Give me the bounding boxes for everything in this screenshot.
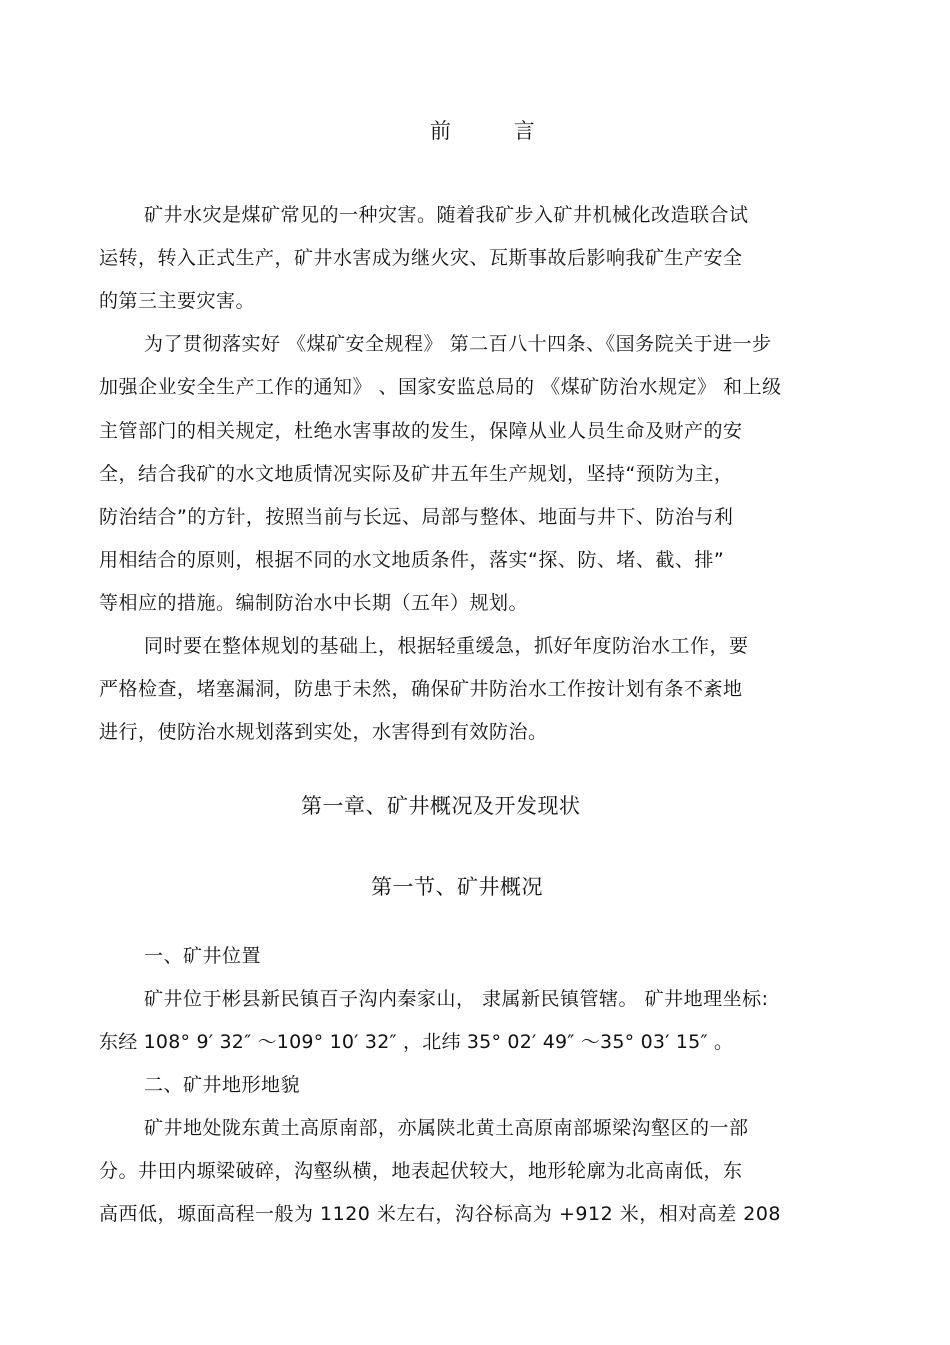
section-heading: 第一节、矿井概况 [371,875,543,899]
preface-p2-line-2: 加强企业安全生产工作的通知》 、国家安监总局的 《煤矿防治水规定》 和上级 [99,376,782,398]
preface-p3-line-1: 同时要在整体规划的基础上，根据轻重缓急，抓好年度防治水工作，要 [144,635,749,657]
item1-line-2: 东经 108° 9′ 32″ ～109° 10′ 32″ ，北纬 35° 02′ 49″ ～35° 03′ 15″ 。 [99,1031,734,1053]
item2-line-1: 矿井地处陇东黄土高原南部，亦属陕北黄土高原南部塬梁沟壑区的一部 [144,1117,749,1139]
item1-heading: 一、矿井位置 [144,945,262,967]
item2-line-3: 高西低，塬面高程一般为 1120 米左右，沟谷标高为 +912 米，相对高差 208 [99,1203,782,1225]
preface-p2-line-1: 为了贯彻落实好 《煤矿安全规程》 第二百八十四条、《国务院关于进一步 [144,333,772,355]
preface-p2-line-6: 用相结合的原则，根据不同的水文地质条件，落实“探、防、堵、截、排” [99,549,725,571]
preface-p3-line-3: 进行，使防治水规划落到实处，水害得到有效防治。 [99,721,548,743]
preface-p2-line-5: 防治结合”的方针，按照当前与长远、局部与整体、地面与井下、防治与利 [99,506,734,528]
page-title: 前 言 [430,119,563,143]
preface-p2-line-7: 等相应的措施。编制防治水中长期（五年）规划。 [99,592,529,614]
preface-p2-line-3: 主管部门的相关规定，杜绝水害事故的发生，保障从业人员生命及财产的安 [99,420,743,442]
preface-p1-line-1: 矿井水灾是煤矿常见的一种灾害。随着我矿步入矿井机械化改造联合试 [144,204,749,226]
preface-p1-line-2: 运转，转入正式生产，矿井水害成为继火灾、瓦斯事故后影响我矿生产安全 [99,247,743,269]
chapter-heading: 第一章、矿井概况及开发现状 [301,794,581,818]
item1-line-1: 矿井位于彬县新民镇百子沟内秦家山， 隶属新民镇管辖。 矿井地理坐标: [144,988,769,1010]
preface-p1-line-3: 的第三主要灾害。 [99,290,256,312]
preface-p2-line-4: 全，结合我矿的水文地质情况实际及矿井五年生产规划，坚持“预防为主， [99,463,734,485]
item2-line-2: 分。井田内塬梁破碎，沟壑纵横，地表起伏较大，地形轮廓为北高南低，东 [99,1160,743,1182]
preface-p3-line-2: 严格检查，堵塞漏洞，防患于未然，确保矿井防治水工作按计划有条不紊地 [99,678,743,700]
item2-heading: 二、矿井地形地貌 [144,1074,301,1096]
